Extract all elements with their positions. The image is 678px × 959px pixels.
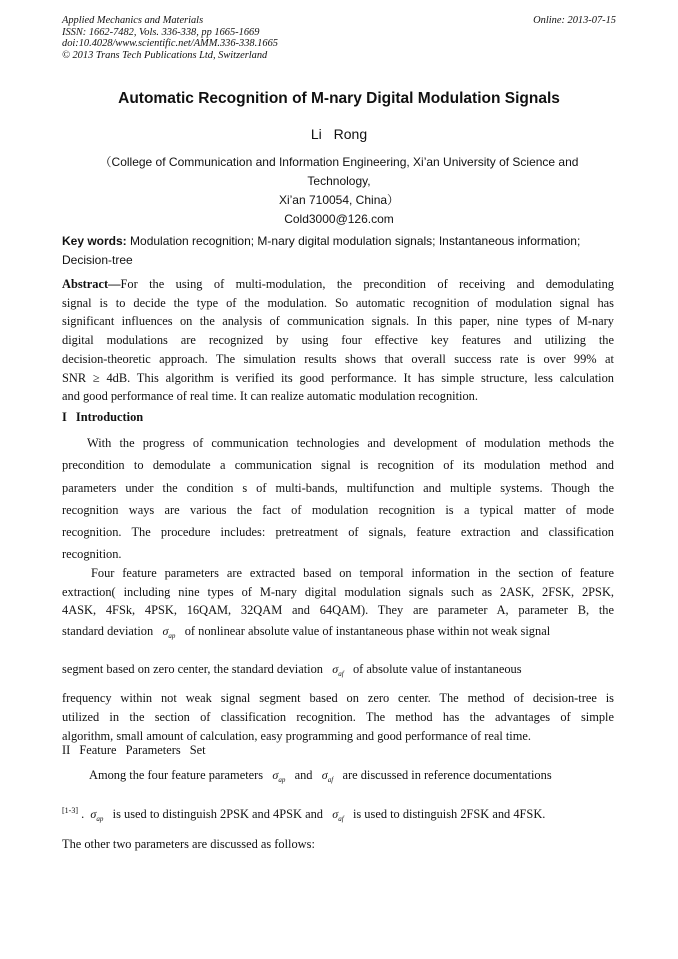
issn-line: ISSN: 1662-7482, Vols. 336-338, pp 1665-1669	[62, 26, 260, 38]
affiliation-line-3: Xi’an 710054, China）	[278, 193, 400, 207]
features-line-1c: are discussed in reference documentations	[342, 768, 552, 782]
intro-p2-line-7: utilized in the section of classification recognition. The method has the advantages of simple	[62, 710, 614, 724]
intro-p2-line-3: 4ASK, 4FSk, 4PSK, 16QAM, 32QAM and 64QAM). They are parameter A, parameter B, the	[62, 603, 614, 618]
abstract-line-4: digital modulations are recognized by using four effective key features and utilizing the	[62, 333, 614, 348]
journal-header	[62, 15, 278, 61]
intro-paragraph-2	[62, 564, 614, 620]
features-line-3: The other two parameters are discussed as follows:	[62, 837, 315, 851]
intro-p2-line-5	[62, 659, 614, 684]
intro-paragraph-2-end	[62, 689, 614, 746]
abstract-dash: —	[108, 277, 121, 291]
features-line-1a: Among the four feature parameters	[89, 768, 264, 782]
intro-p2-line-8: algorithm, small amount of calculation, easy programming and good performance of real time.	[62, 729, 531, 743]
intro-paragraph-1	[62, 432, 614, 566]
abstract-line-6: SNR ≥ 4dB. This algorithm is verified its good performance. It has simple structure, less calculation	[62, 370, 614, 385]
affiliation-line-1: （College of Communication and Information Engineering, Xi’an University of Science and	[99, 155, 579, 169]
abstract-line-7: and good performance of real time. It can realize automatic modulation recognition.	[62, 389, 478, 404]
intro-line-5: recognition. The procedure includes: pretreatment of signals, feature extraction and classification	[62, 525, 614, 540]
section-heading-introduction: I Introduction	[62, 410, 144, 424]
abstract-line-5: decision-theoretic approach. The simulation results shows that overall success rate is over 99% at	[62, 351, 614, 366]
intro-p2-line-2: extraction( including nine types of M-nary digital modulation signals such as 2ASK, 2FSK, 2PSK,	[62, 584, 614, 599]
intro-p2-line-4a: standard deviation	[62, 624, 154, 638]
sigma-ap-subscript-2: ap	[278, 776, 286, 784]
intro-p2-line-4	[62, 621, 614, 646]
sigma-ap-symbol-3: σ	[90, 807, 97, 821]
abstract-line-1: For the using of multi-modulation, the precondition of receiving and demodulating	[120, 277, 614, 291]
keywords	[62, 232, 614, 270]
intro-p2-line-1: Four feature parameters are extracted based on temporal information in the section of feature	[91, 566, 614, 580]
intro-p2-line-4b: of nonlinear absolute value of instantaneous phase within not weak signal	[184, 624, 551, 638]
intro-line-2: precondition to demodulate a communication signal is recognition of its modulation method and	[62, 458, 614, 473]
affiliation-line-2: Technology,	[307, 174, 371, 188]
author-name: Li Rong	[310, 126, 368, 142]
keywords-text: Modulation recognition; M-nary digital modulation signals; Instantaneous information; Decision-tree	[62, 234, 581, 267]
features-line-2c: is used to distinguish 2FSK and 4FSK.	[352, 807, 546, 821]
features-line-1	[62, 765, 614, 790]
features-line-1b: and	[294, 768, 313, 782]
sigma-af-subscript: af	[338, 670, 344, 678]
sigma-ap-symbol: σ	[162, 624, 169, 638]
journal-name: Applied Mechanics and Materials	[62, 15, 204, 26]
sigma-af-symbol-2: σ	[321, 768, 328, 782]
sigma-af-symbol-3: σ	[332, 807, 339, 821]
intro-line-4: recognition ways are various the fact of modulation recognition is a typical matter of mode	[62, 502, 614, 517]
features-line-2a: .	[81, 807, 85, 821]
reference-citation: [1-3]	[62, 806, 78, 815]
intro-line-6: recognition.	[62, 547, 122, 562]
features-line-2	[62, 801, 614, 829]
features-line-2b: is used to distinguish 2PSK and 4PSK and	[112, 807, 323, 821]
section-heading-feature-parameters: II Feature Parameters Set	[62, 743, 206, 757]
sigma-af-subscript-3: af	[338, 815, 344, 823]
sigma-ap-subscript: ap	[168, 632, 176, 640]
sigma-af-subscript-2: af	[327, 776, 334, 784]
online-date: Online: 2013-07-15	[533, 15, 616, 26]
intro-p2-line-6: frequency within not weak signal segment based on zero center. The method of decision-tree is	[62, 691, 614, 705]
sigma-ap-subscript-3: ap	[96, 815, 104, 823]
sigma-ap-symbol-2: σ	[272, 768, 279, 782]
abstract-label: Abstract	[62, 277, 109, 291]
copyright-line: © 2013 Trans Tech Publications Ltd, Switzerland	[62, 49, 268, 61]
keywords-label: Key words:	[62, 234, 127, 248]
author-email: Cold3000@126.com	[284, 212, 394, 226]
intro-line-1: With the progress of communication technologies and development of modulation methods the	[87, 436, 614, 450]
paper-title: Automatic Recognition of M-nary Digital Modulation Signals	[118, 90, 560, 107]
abstract	[62, 275, 614, 406]
affiliation	[80, 153, 598, 229]
abstract-line-2: signal is to decide the type of the modulation. So automatic recognition of modulation signal has	[62, 295, 614, 310]
intro-p2-line-5b: of absolute value of instantaneous	[352, 662, 522, 676]
abstract-line-3: significant influences on the analysis of communication signals. In this paper, nine types of M-nary	[62, 314, 614, 329]
sigma-af-symbol: σ	[332, 662, 339, 676]
doi-line: doi:10.4028/www.scientific.net/AMM.336-338.1665	[62, 38, 278, 50]
intro-p2-line-5a: segment based on zero center, the standard deviation	[62, 662, 323, 676]
intro-line-3: parameters under the condition s of multi-bands, multifunction and multiple systems. Though the	[62, 480, 614, 495]
